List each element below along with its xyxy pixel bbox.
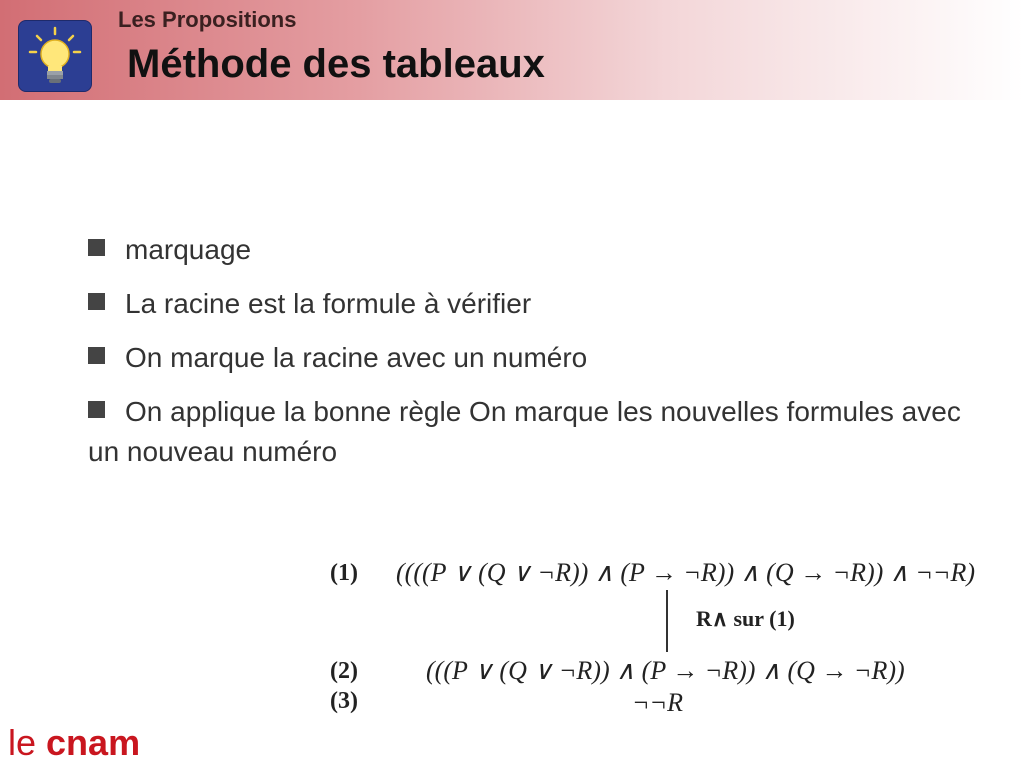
square-bullet-icon bbox=[88, 401, 105, 418]
slide-header bbox=[0, 0, 1024, 100]
bullet-item bbox=[88, 338, 998, 378]
bullet-text: On applique la bonne règle On marque les nouvelles formules avec un nouveau numéro bbox=[88, 396, 961, 467]
slide-title: Méthode des tableaux bbox=[127, 42, 545, 86]
bullet-item bbox=[88, 392, 998, 472]
bullet-list bbox=[88, 230, 998, 486]
formula-number-3: (3) bbox=[330, 688, 358, 714]
logo-part-cnam: cnam bbox=[46, 722, 141, 763]
square-bullet-icon bbox=[88, 293, 105, 310]
cnam-logo bbox=[8, 722, 140, 764]
bullet-item bbox=[88, 230, 998, 270]
bullet-text: La racine est la formule à vérifier bbox=[125, 288, 532, 319]
formula-root: ((((P ∨ (Q ∨ ¬R)) ∧ (P → ¬R)) ∧ (Q → ¬R)) ∧ ¬¬R) bbox=[396, 558, 975, 587]
formula-derived-2: (((P ∨ (Q ∨ ¬R)) ∧ (P → ¬R)) ∧ (Q → ¬R)) bbox=[426, 656, 905, 685]
square-bullet-icon bbox=[88, 239, 105, 256]
formula-number-2: (2) bbox=[330, 658, 358, 684]
formula-derived-3: ¬¬R bbox=[632, 688, 683, 717]
bullet-item bbox=[88, 284, 998, 324]
logo-part-le: le bbox=[8, 722, 47, 763]
tableau-branch-line bbox=[666, 590, 668, 652]
bullet-text: marquage bbox=[125, 234, 252, 265]
tableau-formula-figure bbox=[320, 540, 975, 720]
rule-label: R∧ sur (1) bbox=[696, 606, 795, 631]
square-bullet-icon bbox=[88, 347, 105, 364]
formula-number-1: (1) bbox=[330, 560, 358, 586]
bullet-text: On marque la racine avec un numéro bbox=[125, 342, 588, 373]
slide-supertitle: Les Propositions bbox=[118, 7, 297, 32]
lightbulb-icon bbox=[18, 20, 92, 92]
